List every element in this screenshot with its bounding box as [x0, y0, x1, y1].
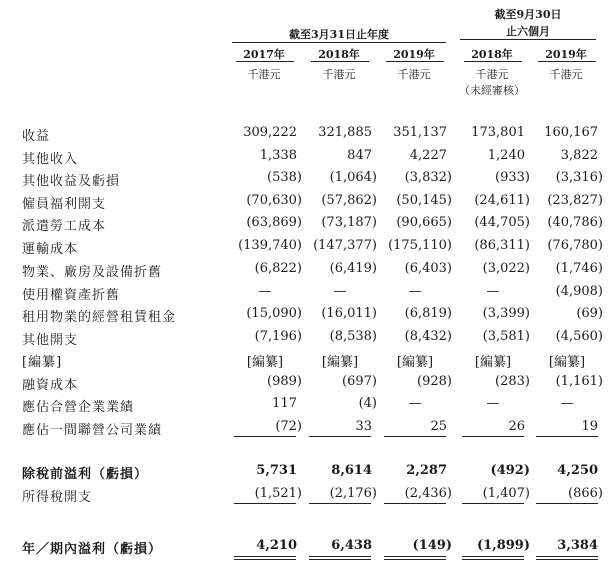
table-cell: (175,110) [388, 238, 452, 253]
table-cell: (1,064) [329, 170, 377, 185]
total-double-underline [462, 556, 524, 560]
table-cell: (3,581) [482, 329, 530, 344]
table-cell: (76,780) [547, 238, 603, 253]
total-double-underline [384, 556, 446, 560]
table-cell: (697) [342, 374, 377, 389]
row-label: 僱員福利開支 [22, 197, 107, 212]
table-cell: (70,630) [246, 193, 302, 208]
table-cell: (40,786) [547, 215, 603, 230]
unit-label: 千港元 [475, 68, 509, 81]
year-header-2019: 2019年 [393, 48, 435, 61]
table-cell: (90,665) [396, 215, 452, 230]
row-label: 收益 [22, 129, 51, 144]
table-cell: (24,611) [474, 193, 530, 208]
row-label: 租用物業的經營租賃租金 [22, 310, 177, 325]
table-cell: (72) [275, 419, 302, 434]
year-header-2018-6m: 2018年 [471, 48, 513, 61]
row-label: [編纂] [22, 355, 63, 370]
table-cell: — [258, 284, 272, 299]
table-cell: 847 [347, 148, 372, 163]
table-cell: (44,705) [474, 215, 530, 230]
row-label: 其他收入 [22, 152, 79, 167]
group-header-six-month-rule [460, 39, 596, 40]
table-cell: 4,227 [409, 148, 447, 163]
table-cell: (538) [267, 170, 302, 185]
table-cell: 19 [581, 419, 598, 434]
row-label: 其他收益及虧損 [22, 174, 121, 189]
table-cell: (928) [417, 374, 452, 389]
table-cell: (1,161) [555, 374, 603, 389]
table-cell: 4,250 [557, 463, 598, 478]
group-header-six-month-line2: 止六個月 [506, 25, 550, 38]
row-label: 派遣勞工成本 [22, 219, 107, 234]
subtotal-underline [234, 503, 296, 504]
table-cell: (2,436) [404, 486, 452, 501]
unit-label: 千港元 [247, 68, 281, 81]
table-cell: [編纂] [246, 355, 284, 370]
table-cell: (6,419) [329, 261, 377, 276]
total-double-underline [309, 556, 371, 560]
table-cell: 1,338 [259, 148, 297, 163]
table-cell: (8,538) [329, 329, 377, 344]
table-cell: 33 [355, 419, 372, 434]
group-header-fiscal-year: 截至3月31日止年度 [289, 28, 389, 41]
year-rule [236, 61, 294, 62]
table-cell: (1,746) [555, 261, 603, 276]
unit-label: 千港元 [549, 68, 583, 81]
row-label: 應佔一間聯營公司業績 [22, 423, 163, 438]
table-cell: — [408, 396, 422, 411]
year-rule [311, 61, 369, 62]
subtotal-underline [536, 503, 598, 504]
table-cell: (6,403) [404, 261, 452, 276]
table-cell: (15,090) [246, 306, 302, 321]
row-label: 除稅前溢利（虧損） [22, 467, 149, 482]
year-header-2019-6m: 2019年 [545, 48, 587, 61]
table-cell: (1,521) [254, 486, 302, 501]
table-cell: (4) [358, 396, 377, 411]
row-label: 所得稅開支 [22, 490, 93, 505]
row-label: 物業、廠房及設備折舊 [22, 265, 163, 280]
table-cell: (147,377) [313, 238, 377, 253]
table-cell: 173,801 [471, 125, 525, 140]
table-cell: (16,011) [321, 306, 377, 321]
row-label: 融資成本 [22, 378, 79, 393]
table-cell: (989) [267, 374, 302, 389]
table-cell: [編纂] [396, 355, 434, 370]
table-cell: (933) [495, 170, 530, 185]
row-label: 年／期內溢利（虧損） [22, 542, 163, 557]
table-cell: (63,869) [246, 215, 302, 230]
table-cell: 117 [272, 396, 297, 411]
table-cell: (866) [568, 486, 603, 501]
subtotal-underline [462, 503, 524, 504]
group-header-fiscal-year-rule [232, 42, 446, 43]
subtotal-underline [234, 436, 296, 437]
table-cell: 160,167 [544, 125, 598, 140]
table-cell: 25 [430, 419, 447, 434]
table-cell: [編纂] [548, 355, 586, 370]
table-cell: 351,137 [393, 125, 447, 140]
row-label: 使用權資產折舊 [22, 288, 121, 303]
year-header-2017: 2017年 [243, 48, 285, 61]
table-cell: 6,438 [331, 538, 372, 553]
table-cell: (86,311) [474, 238, 530, 253]
table-cell: — [333, 284, 347, 299]
year-rule [538, 61, 596, 62]
table-cell: — [408, 284, 422, 299]
subtotal-underline [536, 436, 598, 437]
table-cell: — [486, 396, 500, 411]
table-cell: (3,316) [555, 170, 603, 185]
table-cell: (73,187) [321, 215, 377, 230]
row-label: 其他開支 [22, 333, 79, 348]
table-cell: (6,822) [254, 261, 302, 276]
table-cell: — [486, 284, 500, 299]
table-cell: 3,384 [557, 538, 598, 553]
row-label: 應佔合營企業業績 [22, 400, 135, 415]
table-cell: 8,614 [331, 463, 372, 478]
table-cell: (1,899) [476, 538, 530, 553]
year-header-2018: 2018年 [318, 48, 360, 61]
subtotal-underline [384, 503, 446, 504]
table-cell: (149) [412, 538, 452, 553]
table-cell: 321,885 [318, 125, 372, 140]
table-cell: (3,832) [404, 170, 452, 185]
unit-label: 千港元 [322, 68, 356, 81]
table-cell: [編纂] [321, 355, 359, 370]
table-cell: (8,432) [404, 329, 452, 344]
unit-label: 千港元 [397, 68, 431, 81]
table-cell: (2,176) [329, 486, 377, 501]
subtotal-underline [309, 503, 371, 504]
table-cell: (50,145) [396, 193, 452, 208]
subtotal-underline [462, 436, 524, 437]
table-cell: (283) [495, 374, 530, 389]
row-label: 運輸成本 [22, 242, 79, 257]
year-rule [386, 61, 444, 62]
table-cell: (69) [576, 306, 603, 321]
table-cell: 4,210 [256, 538, 297, 553]
table-cell: (57,862) [321, 193, 377, 208]
subtotal-underline [309, 436, 371, 437]
table-cell: (4,560) [555, 329, 603, 344]
table-cell: 2,287 [406, 463, 447, 478]
table-cell: 26 [508, 419, 525, 434]
table-cell: (23,827) [547, 193, 603, 208]
table-cell: (7,196) [254, 329, 302, 344]
subtotal-underline [384, 436, 446, 437]
year-rule [464, 61, 522, 62]
table-cell: (4,908) [555, 284, 603, 299]
total-double-underline [536, 556, 598, 560]
table-cell: (139,740) [238, 238, 302, 253]
table-cell: 5,731 [256, 463, 297, 478]
table-cell: (3,399) [482, 306, 530, 321]
table-cell: 3,822 [560, 148, 598, 163]
table-cell: 309,222 [243, 125, 297, 140]
total-double-underline [234, 556, 296, 560]
unaudited-label: （未經審核） [459, 84, 525, 97]
table-cell: (492) [490, 463, 530, 478]
table-cell: (6,819) [404, 306, 452, 321]
group-header-six-month-line1: 截至9月30日 [494, 8, 562, 21]
table-cell: (1,407) [482, 486, 530, 501]
table-cell: 1,240 [487, 148, 525, 163]
table-cell: [編纂] [474, 355, 512, 370]
table-cell: — [560, 396, 574, 411]
table-cell: (3,022) [482, 261, 530, 276]
